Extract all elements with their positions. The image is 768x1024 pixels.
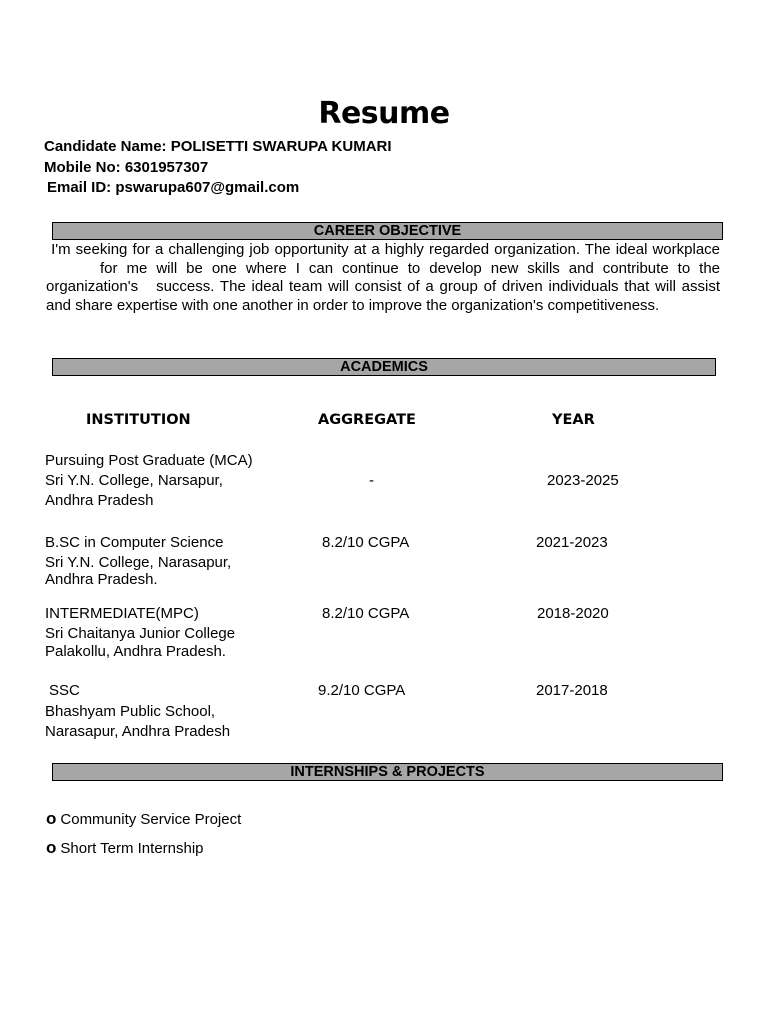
academic-row-2-degree: B.SC in Computer Science bbox=[45, 534, 224, 551]
academic-row-3-aggregate: 8.2/10 CGPA bbox=[322, 605, 410, 622]
list-item bbox=[46, 809, 241, 829]
bullet-icon: o bbox=[46, 809, 57, 828]
academic-row-4-aggregate: 9.2/10 CGPA bbox=[318, 682, 406, 699]
column-header-institution: INSTITUTION bbox=[86, 412, 191, 428]
academic-row-1-aggregate: - bbox=[369, 472, 374, 489]
career-objective-heading: CAREER OBJECTIVE bbox=[52, 222, 723, 240]
academic-row-1-location: Andhra Pradesh bbox=[45, 492, 154, 509]
academic-row-3-location: Palakollu, Andhra Pradesh. bbox=[45, 643, 226, 660]
internship-item-2: Short Term Internship bbox=[60, 840, 204, 857]
objective-part-2: for me will be one where I can continue to develop new skills and contribute to the organization's bbox=[46, 259, 720, 295]
candidate-mobile: Mobile No: 6301957307 bbox=[44, 159, 209, 176]
career-objective-text bbox=[46, 241, 720, 315]
academic-row-2-institution: Sri Y.N. College, Narasapur, bbox=[45, 554, 232, 571]
academic-row-3-institution: Sri Chaitanya Junior College bbox=[45, 625, 236, 642]
candidate-email: Email ID: pswarupa607@gmail.com bbox=[47, 179, 300, 196]
column-header-aggregate: AGGREGATE bbox=[318, 412, 416, 428]
academic-row-2-year: 2021-2023 bbox=[536, 534, 608, 551]
candidate-name: Candidate Name: POLISETTI SWARUPA KUMARI bbox=[44, 138, 392, 155]
academic-row-4-institution: Bhashyam Public School, bbox=[45, 703, 216, 720]
bullet-icon: o bbox=[46, 838, 57, 857]
objective-part-1: I'm seeking for a challenging job opportunity at a highly regarded organization. The ideal workplace bbox=[51, 241, 721, 258]
academic-row-1-degree: Pursuing Post Graduate (MCA) bbox=[45, 452, 253, 469]
page-title: Resume bbox=[318, 96, 450, 131]
list-item bbox=[46, 838, 204, 858]
academic-row-1-institution: Sri Y.N. College, Narsapur, bbox=[45, 472, 223, 489]
academic-row-2-aggregate: 8.2/10 CGPA bbox=[322, 534, 410, 551]
academic-row-3-degree: INTERMEDIATE(MPC) bbox=[45, 605, 199, 622]
internship-item-1: Community Service Project bbox=[60, 811, 242, 828]
objective-part-3: success. The ideal team will consist of a group of driven individuals that will assist and share expertise with one another in order to improve the organization's competitiveness. bbox=[46, 278, 720, 314]
academics-heading: ACADEMICS bbox=[52, 358, 716, 376]
academic-row-4-location: Narasapur, Andhra Pradesh bbox=[45, 723, 231, 740]
academic-row-4-year: 2017-2018 bbox=[536, 682, 608, 699]
academic-row-2-location: Andhra Pradesh. bbox=[45, 571, 158, 588]
internships-heading: INTERNSHIPS & PROJECTS bbox=[52, 763, 723, 781]
column-header-year: YEAR bbox=[552, 412, 595, 428]
academic-row-4-degree: SSC bbox=[49, 682, 80, 699]
academic-row-3-year: 2018-2020 bbox=[537, 605, 609, 622]
academic-row-1-year: 2023-2025 bbox=[547, 472, 619, 489]
